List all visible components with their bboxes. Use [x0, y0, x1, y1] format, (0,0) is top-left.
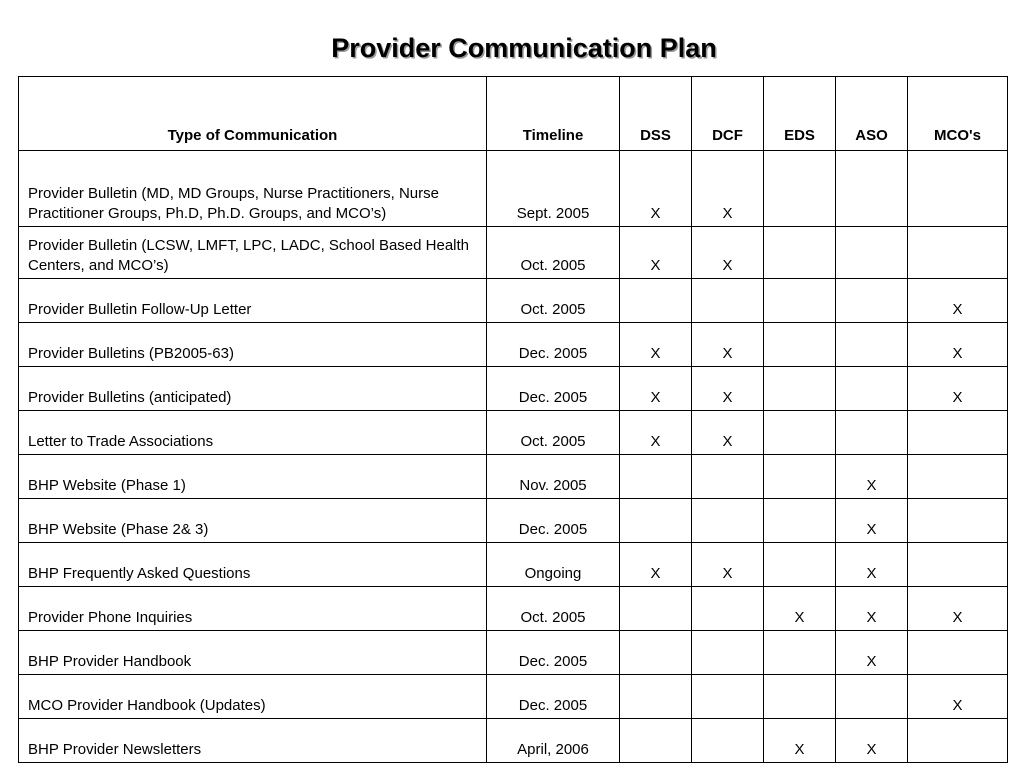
table-row: [19, 543, 1008, 587]
mco-cell: X: [908, 587, 1008, 631]
timeline-cell: Dec. 2005: [487, 631, 620, 675]
type-cell: Letter to Trade Associations: [19, 411, 487, 455]
table-row: [19, 587, 1008, 631]
type-cell: BHP Provider Newsletters: [19, 719, 487, 763]
table-row: [19, 631, 1008, 675]
mco-cell: [908, 227, 1008, 279]
timeline-cell: Oct. 2005: [487, 227, 620, 279]
mco-cell: [908, 499, 1008, 543]
communication-plan-table: [18, 76, 1008, 763]
dss-cell: [620, 675, 692, 719]
dcf-cell: [692, 455, 764, 499]
timeline-cell: Dec. 2005: [487, 323, 620, 367]
dss-cell: X: [620, 367, 692, 411]
mco-cell: [908, 719, 1008, 763]
aso-cell: X: [836, 455, 908, 499]
mco-cell: [908, 151, 1008, 227]
column-header-timeline: Timeline: [487, 77, 620, 151]
mco-cell: X: [908, 367, 1008, 411]
timeline-cell: Sept. 2005: [487, 151, 620, 227]
aso-cell: [836, 279, 908, 323]
table-row: [19, 455, 1008, 499]
table-row: [19, 151, 1008, 227]
dss-cell: X: [620, 323, 692, 367]
aso-cell: [836, 367, 908, 411]
dss-cell: [620, 455, 692, 499]
eds-cell: [764, 411, 836, 455]
dcf-cell: [692, 587, 764, 631]
aso-cell: X: [836, 631, 908, 675]
eds-cell: X: [764, 587, 836, 631]
dcf-cell: [692, 719, 764, 763]
dcf-cell: [692, 279, 764, 323]
aso-cell: [836, 323, 908, 367]
type-cell: Provider Bulletin (LCSW, LMFT, LPC, LADC, School Based Health Centers, and MCO’s): [19, 227, 487, 279]
aso-cell: X: [836, 543, 908, 587]
dss-cell: [620, 279, 692, 323]
timeline-cell: Oct. 2005: [487, 279, 620, 323]
mco-cell: [908, 455, 1008, 499]
table-row: [19, 323, 1008, 367]
table-row: [19, 499, 1008, 543]
type-cell: BHP Frequently Asked Questions: [19, 543, 487, 587]
dss-cell: X: [620, 227, 692, 279]
column-header-dss: DSS: [620, 77, 692, 151]
eds-cell: X: [764, 719, 836, 763]
eds-cell: [764, 543, 836, 587]
dcf-cell: X: [692, 543, 764, 587]
mco-cell: X: [908, 279, 1008, 323]
aso-cell: [836, 675, 908, 719]
timeline-cell: Oct. 2005: [487, 587, 620, 631]
dss-cell: X: [620, 151, 692, 227]
timeline-cell: Nov. 2005: [487, 455, 620, 499]
aso-cell: [836, 411, 908, 455]
type-cell: Provider Bulletins (anticipated): [19, 367, 487, 411]
dss-cell: [620, 499, 692, 543]
type-cell: BHP Website (Phase 1): [19, 455, 487, 499]
timeline-cell: April, 2006: [487, 719, 620, 763]
table-row: [19, 367, 1008, 411]
type-cell: Provider Bulletin Follow-Up Letter: [19, 279, 487, 323]
aso-cell: X: [836, 499, 908, 543]
eds-cell: [764, 499, 836, 543]
timeline-cell: Dec. 2005: [487, 499, 620, 543]
dcf-cell: X: [692, 367, 764, 411]
page-title: Provider Communication Plan: [331, 33, 717, 63]
eds-cell: [764, 367, 836, 411]
mco-cell: [908, 631, 1008, 675]
dss-cell: X: [620, 543, 692, 587]
dcf-cell: [692, 675, 764, 719]
dss-cell: [620, 719, 692, 763]
mco-cell: X: [908, 675, 1008, 719]
table-row: [19, 411, 1008, 455]
aso-cell: X: [836, 719, 908, 763]
mco-cell: X: [908, 323, 1008, 367]
dss-cell: [620, 631, 692, 675]
eds-cell: [764, 631, 836, 675]
dcf-cell: X: [692, 323, 764, 367]
column-header-type: Type of Communication: [19, 77, 487, 151]
eds-cell: [764, 151, 836, 227]
dcf-cell: X: [692, 227, 764, 279]
mco-cell: [908, 411, 1008, 455]
dcf-cell: [692, 631, 764, 675]
table-row: [19, 279, 1008, 323]
dss-cell: X: [620, 411, 692, 455]
table-row: [19, 719, 1008, 763]
table-row: [19, 227, 1008, 279]
dcf-cell: X: [692, 151, 764, 227]
aso-cell: [836, 151, 908, 227]
type-cell: Provider Bulletin (MD, MD Groups, Nurse Practitioners, Nurse Practitioner Groups, Ph.D, Ph.D. Groups, and MCO’s): [19, 151, 487, 227]
column-header-eds: EDS: [764, 77, 836, 151]
timeline-cell: Ongoing: [487, 543, 620, 587]
aso-cell: X: [836, 587, 908, 631]
column-header-aso: ASO: [836, 77, 908, 151]
type-cell: BHP Website (Phase 2& 3): [19, 499, 487, 543]
timeline-cell: Dec. 2005: [487, 367, 620, 411]
dcf-cell: [692, 499, 764, 543]
header-row: [19, 77, 1008, 151]
eds-cell: [764, 323, 836, 367]
timeline-cell: Oct. 2005: [487, 411, 620, 455]
eds-cell: [764, 675, 836, 719]
dss-cell: [620, 587, 692, 631]
eds-cell: [764, 227, 836, 279]
column-header-mco: MCO's: [908, 77, 1008, 151]
column-header-dcf: DCF: [692, 77, 764, 151]
type-cell: MCO Provider Handbook (Updates): [19, 675, 487, 719]
aso-cell: [836, 227, 908, 279]
eds-cell: [764, 279, 836, 323]
dcf-cell: X: [692, 411, 764, 455]
mco-cell: [908, 543, 1008, 587]
table-row: [19, 675, 1008, 719]
type-cell: BHP Provider Handbook: [19, 631, 487, 675]
type-cell: Provider Bulletins (PB2005-63): [19, 323, 487, 367]
eds-cell: [764, 455, 836, 499]
timeline-cell: Dec. 2005: [487, 675, 620, 719]
type-cell: Provider Phone Inquiries: [19, 587, 487, 631]
